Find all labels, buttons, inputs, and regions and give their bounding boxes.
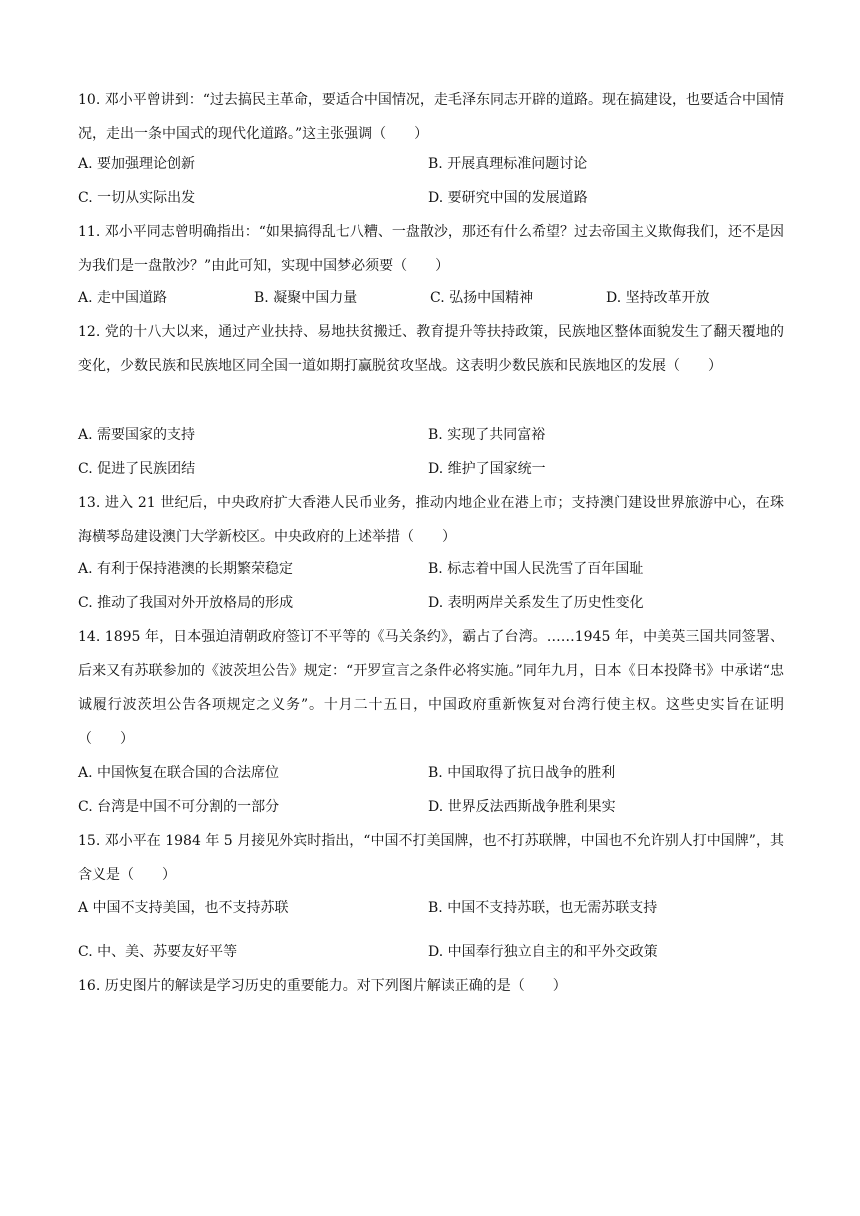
option-b: B. 实现了共同富裕 [428,427,546,443]
option-a: A. 要加强理论创新 [78,156,196,172]
question-14-options [78,756,784,824]
option-c: C. 中、美、苏要友好平等 [78,944,238,960]
option-d: D. 世界反法西斯战争胜利果实 [428,799,616,815]
question-14-stem [78,620,784,756]
question-12-stem [78,315,784,383]
question-text: 14. 1895 年，日本强迫清朝政府签订不平等的《马关条约》，霸占了台湾。……1945 年，中美英三国共同签署、后来又有苏联参加的《波茨坦公告》规定：“开罗宣言之条件必将实施。”同年九月，日本《日本投降书》中承诺“忠诚履行波茨坦公告各项规定之义务”。十月二十五日，中国政府重新恢复对台湾行使主权。这些史实旨在证明（ ） [78,629,784,747]
question-text: 10. 邓小平曾讲到：“过去搞民主革命，要适合中国情况，走毛泽东同志开辟的道路。现在搞建设，也要适合中国情况，走出一条中国式的现代化道路。”这主张强调（ ） [78,92,784,142]
question-16-stem [78,969,784,1003]
option-a: A 中国不支持美国，也不支持苏联 [78,900,289,916]
option-a: A. 有利于保持港澳的长期繁荣稳定 [78,561,294,577]
option-c: C. 一切从实际出发 [78,190,196,206]
question-10-options [78,147,784,215]
question-11-stem [78,215,784,283]
option-d: D. 表明两岸关系发生了历史性变化 [428,595,644,611]
option-a: A. 中国恢复在联合国的合法席位 [78,765,280,781]
question-15-stem [78,824,784,892]
question-text: 13. 进入 21 世纪后，中央政府扩大香港人民币业务，推动内地企业在港上市；支持澳门建设世界旅游中心，在珠海横琴岛建设澳门大学新校区。中央政府的上述举措（ ） [78,495,784,545]
question-10-stem [78,83,784,151]
option-a: A. 需要国家的支持 [78,427,196,443]
option-c: C. 台湾是中国不可分割的一部分 [78,799,280,815]
question-text: 12. 党的十八大以来，通过产业扶持、易地扶贫搬迁、教育提升等扶持政策，民族地区整体面貌发生了翻天覆地的变化，少数民族和民族地区同全国一道如期打赢脱贫攻坚战。这表明少数民族和民族地区的发展（ ） [78,324,784,374]
question-text: 15. 邓小平在 1984 年 5 月接见外宾时指出，“中国不打美国牌，也不打苏联牌，中国也不允许别人打中国牌”，其含义是（ ） [78,833,784,883]
option-d: D. 中国奉行独立自主的和平外交政策 [428,944,658,960]
option-b: B. 中国取得了抗日战争的胜利 [428,765,616,781]
option-c: C. 促进了民族团结 [78,461,196,477]
question-text: 11. 邓小平同志曾明确指出：“如果搞得乱七八糟、一盘散沙，那还有什么希望？过去帝国主义欺侮我们，还不是因为我们是一盘散沙？”由此可知，实现中国梦必须要（ ） [78,224,784,274]
option-d: D. 要研究中国的发展道路 [428,190,588,206]
question-12-options [78,418,784,486]
question-13-options [78,552,784,620]
option-c: C. 弘扬中国精神 [430,290,534,306]
option-d: D. 坚持改革开放 [606,290,710,306]
option-b: B. 标志着中国人民洗雪了百年国耻 [428,561,644,577]
option-c: C. 推动了我国对外开放格局的形成 [78,595,294,611]
option-d: D. 维护了国家统一 [428,461,546,477]
option-b: B. 凝聚中国力量 [254,290,358,306]
question-11-options [78,281,784,315]
option-a: A. 走中国道路 [78,290,168,306]
question-text: 16. 历史图片的解读是学习历史的重要能力。对下列图片解读正确的是（ ） [78,978,567,994]
option-b: B. 开展真理标准问题讨论 [428,156,588,172]
question-13-stem [78,486,784,554]
question-15-options [78,891,784,969]
option-b: B. 中国不支持苏联，也无需苏联支持 [428,900,658,916]
